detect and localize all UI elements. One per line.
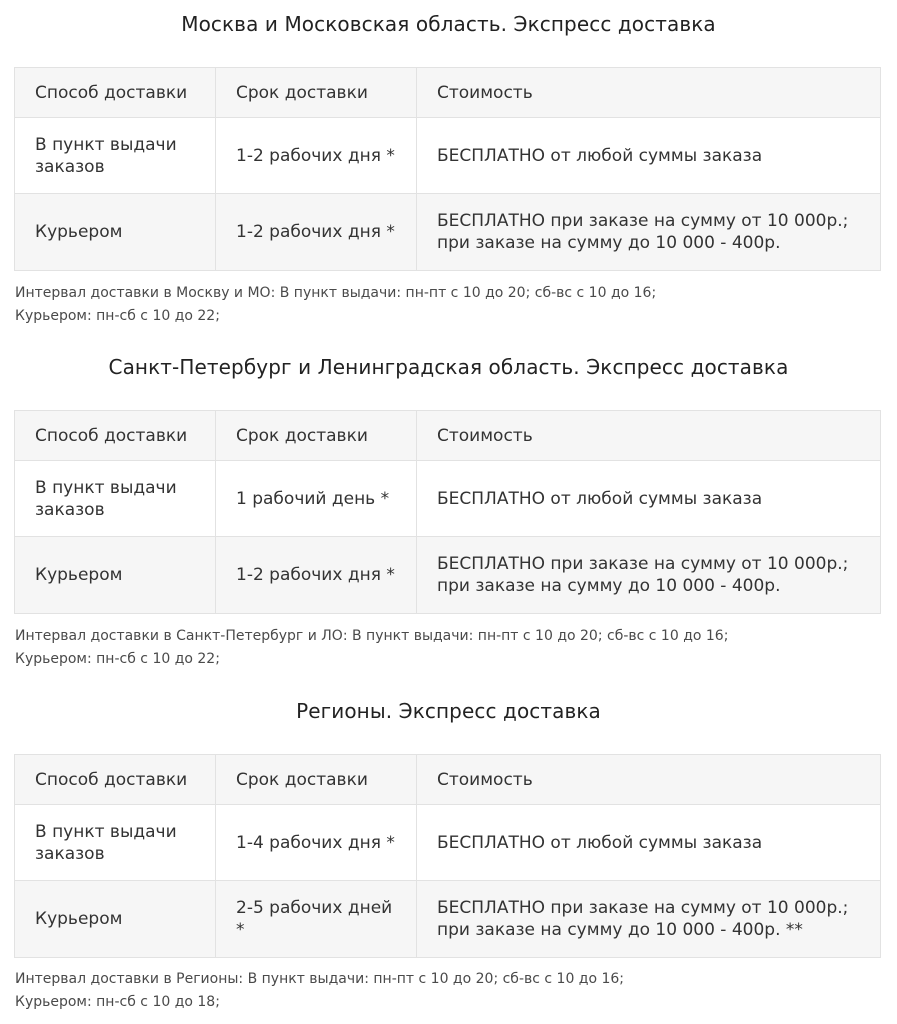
term-cell: 1 рабочий день * bbox=[216, 461, 417, 537]
delivery-table bbox=[14, 410, 881, 614]
header-method: Способ доставки bbox=[15, 68, 216, 118]
cost-line: при заказе на сумму до 10 000 - 400р. bbox=[437, 576, 781, 596]
header-cost: Стоимость bbox=[417, 755, 881, 805]
table-row bbox=[15, 805, 881, 881]
method-cell bbox=[15, 805, 216, 881]
cost-line: БЕСПЛАТНО при заказе на сумму от 10 000р.; bbox=[437, 554, 849, 574]
header-method: Способ доставки bbox=[15, 755, 216, 805]
delivery-note bbox=[15, 625, 728, 671]
delivery-table bbox=[14, 67, 881, 271]
cost-line: БЕСПЛАТНО от любой суммы заказа bbox=[437, 832, 763, 853]
delivery-table bbox=[14, 754, 881, 958]
table-row bbox=[15, 461, 881, 537]
cost-cell bbox=[417, 461, 881, 537]
cost-line: БЕСПЛАТНО при заказе на сумму от 10 000р.; bbox=[437, 898, 849, 918]
delivery-note bbox=[15, 968, 624, 1014]
method-line: заказов bbox=[35, 843, 105, 864]
table-row bbox=[15, 118, 881, 194]
method-line: заказов bbox=[35, 156, 105, 177]
cost-line: при заказе на сумму до 10 000 - 400р. bbox=[437, 233, 781, 253]
table-row bbox=[15, 881, 881, 958]
cost-line: при заказе на сумму до 10 000 - 400р. ** bbox=[437, 920, 803, 940]
table-header-row bbox=[15, 755, 881, 805]
cost-line: БЕСПЛАТНО при заказе на сумму от 10 000р.; bbox=[437, 211, 849, 231]
method-line: В пункт выдачи bbox=[35, 134, 177, 155]
method-line: Курьером bbox=[35, 565, 123, 585]
note-line: Интервал доставки в Москву и МО: В пункт выдачи: пн-пт с 10 до 20; сб-вс с 10 до 16; bbox=[15, 285, 657, 301]
note-line: Интервал доставки в Регионы: В пункт выдачи: пн-пт с 10 до 20; сб-вс с 10 до 16; bbox=[15, 971, 625, 987]
section-title: Регионы. Экспресс доставка bbox=[296, 699, 601, 723]
method-line: В пункт выдачи bbox=[35, 477, 177, 498]
method-line: Курьером bbox=[35, 222, 123, 242]
cost-cell bbox=[417, 805, 881, 881]
term-cell: 1-4 рабочих дня * bbox=[216, 805, 417, 881]
method-line: В пункт выдачи bbox=[35, 821, 177, 842]
term-cell: 1-2 рабочих дня * bbox=[216, 194, 417, 271]
cost-cell bbox=[417, 194, 881, 271]
method-cell bbox=[15, 118, 216, 194]
note-line: Курьером: пн-сб с 10 до 22; bbox=[15, 308, 220, 324]
term-cell: 1-2 рабочих дня * bbox=[216, 118, 417, 194]
method-cell bbox=[15, 194, 216, 271]
cost-cell bbox=[417, 118, 881, 194]
header-method: Способ доставки bbox=[15, 411, 216, 461]
table-header-row bbox=[15, 68, 881, 118]
table-row bbox=[15, 194, 881, 271]
method-cell bbox=[15, 537, 216, 614]
delivery-note bbox=[15, 282, 656, 328]
cost-line: БЕСПЛАТНО от любой суммы заказа bbox=[437, 145, 763, 166]
method-line: заказов bbox=[35, 499, 105, 520]
term-cell: 1-2 рабочих дня * bbox=[216, 537, 417, 614]
note-line: Интервал доставки в Санкт-Петербург и ЛО: В пункт выдачи: пн-пт с 10 до 20; сб-вс с 10 до 16; bbox=[15, 628, 729, 644]
term-cell: 2-5 рабочих дней * bbox=[216, 881, 417, 958]
method-cell bbox=[15, 881, 216, 958]
method-line: Курьером bbox=[35, 909, 123, 929]
header-term: Срок доставки bbox=[216, 755, 417, 805]
table-row bbox=[15, 537, 881, 614]
header-term: Срок доставки bbox=[216, 68, 417, 118]
note-line: Курьером: пн-сб с 10 до 18; bbox=[15, 994, 220, 1010]
table-header-row bbox=[15, 411, 881, 461]
header-cost: Стоимость bbox=[417, 68, 881, 118]
cost-cell bbox=[417, 537, 881, 614]
header-term: Срок доставки bbox=[216, 411, 417, 461]
section-title: Санкт-Петербург и Ленинградская область. Экспресс доставка bbox=[108, 355, 789, 379]
cost-cell bbox=[417, 881, 881, 958]
note-line: Курьером: пн-сб с 10 до 22; bbox=[15, 651, 220, 667]
header-cost: Стоимость bbox=[417, 411, 881, 461]
method-cell bbox=[15, 461, 216, 537]
cost-line: БЕСПЛАТНО от любой суммы заказа bbox=[437, 488, 763, 509]
section-title: Москва и Московская область. Экспресс доставка bbox=[181, 12, 716, 36]
